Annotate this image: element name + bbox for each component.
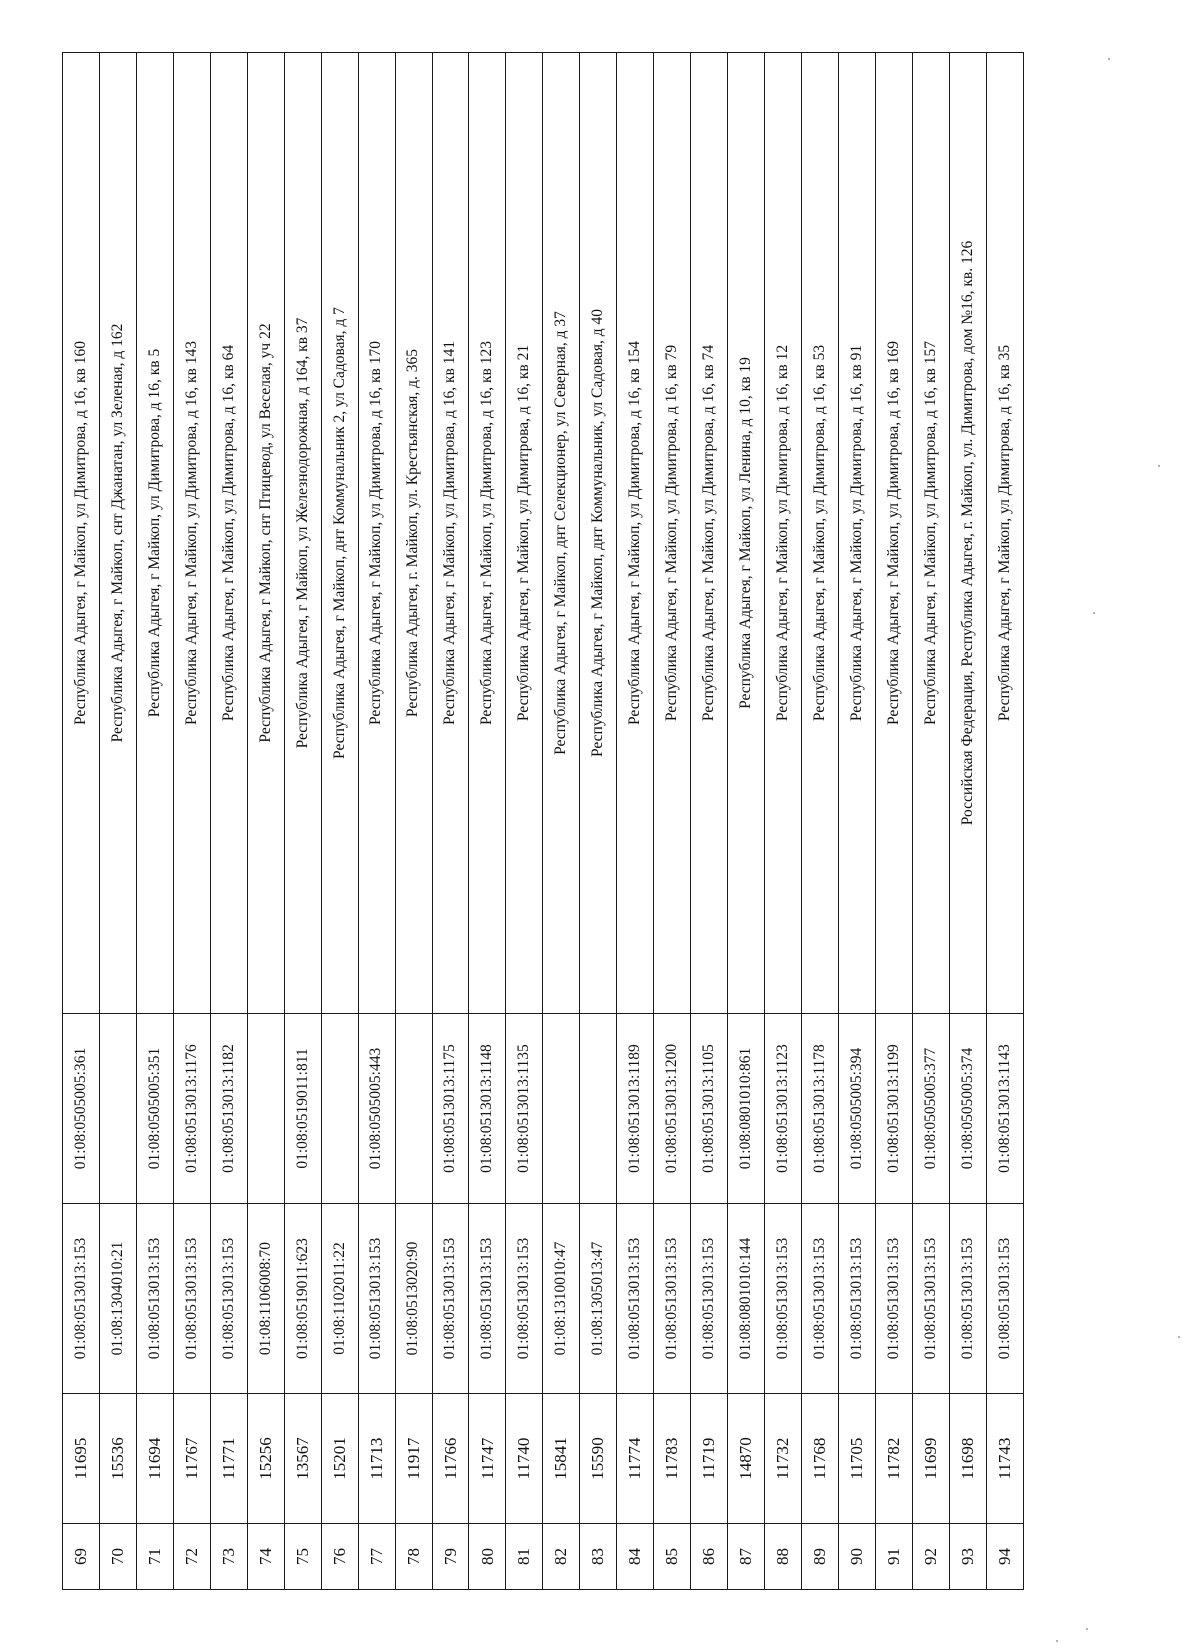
row-number-cell: 87	[728, 1524, 765, 1590]
address-cell: Республика Адыгея, г Майкоп, ул Димитрова, д 16, кв 12	[765, 53, 802, 1014]
row-number-cell: 79	[432, 1524, 469, 1590]
object-id-cell: 11743	[986, 1394, 1023, 1524]
address-cell: Республика Адыгея, г Майкоп, ул Димитрова, д 16, кв 91	[839, 53, 876, 1014]
table-row	[210, 53, 247, 1590]
cadastral-number-cell: 01:08:0505005:377	[912, 1014, 949, 1204]
cadastral-number-cell: 01:08:0505005:351	[136, 1014, 173, 1204]
cadastral-number-cell: 01:08:0513013:1123	[765, 1014, 802, 1204]
table-row	[986, 53, 1023, 1590]
scan-speck	[1056, 1640, 1058, 1642]
row-number-cell: 86	[691, 1524, 728, 1590]
cadastral-number-cell: 01:08:0513013:1200	[654, 1014, 691, 1204]
parent-cadastral-number-cell: 01:08:1305013:47	[580, 1204, 617, 1394]
cadastral-number-cell: 01:08:0513013:1143	[986, 1014, 1023, 1204]
parent-cadastral-number-cell: 01:08:0519011:623	[284, 1204, 321, 1394]
table-row	[543, 53, 580, 1590]
address-cell: Республика Адыгея, г Майкоп, ул Димитрова, д 16, кв 53	[802, 53, 839, 1014]
object-id-cell: 11747	[469, 1394, 506, 1524]
address-cell: Республика Адыгея, г Майкоп, днт Селекционер, ул Северная, д 37	[543, 53, 580, 1014]
row-number-cell: 88	[765, 1524, 802, 1590]
address-cell: Российская Федерация, Республика Адыгея, г. Майкоп, ул. Димитрова, дом №16, кв. 126	[949, 53, 986, 1014]
row-number-cell: 77	[358, 1524, 395, 1590]
cadastral-table	[62, 52, 1024, 1590]
address-cell: Республика Адыгея, г Майкоп, ул Димитрова, д 16, кв 21	[506, 53, 543, 1014]
cadastral-number-cell: 01:08:0513013:1176	[173, 1014, 210, 1204]
cadastral-number-cell: 01:08:0513013:1175	[432, 1014, 469, 1204]
address-cell: Республика Адыгея, г Майкоп, ул Ленина, д 10, кв 19	[728, 53, 765, 1014]
address-cell: Республика Адыгея, г Майкоп, ул Димитрова, д 16, кв 123	[469, 53, 506, 1014]
parent-cadastral-number-cell: 01:08:0513013:153	[912, 1204, 949, 1394]
address-cell: Республика Адыгея, г. Майкоп, ул. Крестьянская, д. 365	[395, 53, 432, 1014]
parent-cadastral-number-cell: 01:08:0513013:153	[210, 1204, 247, 1394]
object-id-cell: 11917	[395, 1394, 432, 1524]
cadastral-number-cell: 01:08:0513013:1199	[875, 1014, 912, 1204]
cadastral-number-cell	[321, 1014, 358, 1204]
scan-speck	[1108, 58, 1110, 60]
table-row	[949, 53, 986, 1590]
document-sheet	[62, 53, 1024, 1590]
table-row	[321, 53, 358, 1590]
cadastral-number-cell: 01:08:0505005:443	[358, 1014, 395, 1204]
object-id-cell: 11771	[210, 1394, 247, 1524]
parent-cadastral-number-cell: 01:08:0513013:153	[63, 1204, 100, 1394]
parent-cadastral-number-cell: 01:08:0513013:153	[506, 1204, 543, 1394]
cadastral-number-cell: 01:08:0513013:1189	[617, 1014, 654, 1204]
cadastral-number-cell	[395, 1014, 432, 1204]
address-cell: Республика Адыгея, г Майкоп, ул Железнодорожная, д 164, кв 37	[284, 53, 321, 1014]
object-id-cell: 11719	[691, 1394, 728, 1524]
cadastral-number-cell	[543, 1014, 580, 1204]
object-id-cell: 15256	[247, 1394, 284, 1524]
object-id-cell: 11766	[432, 1394, 469, 1524]
address-cell: Республика Адыгея, г Майкоп, ул Димитрова, д 16, кв 79	[654, 53, 691, 1014]
row-number-cell: 75	[284, 1524, 321, 1590]
row-number-cell: 69	[63, 1524, 100, 1590]
address-cell: Республика Адыгея, г Майкоп, снт Птицевод, ул Веселая, уч 22	[247, 53, 284, 1014]
row-number-cell: 70	[99, 1524, 136, 1590]
cadastral-number-cell	[580, 1014, 617, 1204]
object-id-cell: 14870	[728, 1394, 765, 1524]
row-number-cell: 78	[395, 1524, 432, 1590]
table-row	[358, 53, 395, 1590]
parent-cadastral-number-cell: 01:08:0513013:153	[358, 1204, 395, 1394]
table-row	[765, 53, 802, 1590]
parent-cadastral-number-cell: 01:08:0513013:153	[949, 1204, 986, 1394]
object-id-cell: 15536	[99, 1394, 136, 1524]
row-number-cell: 83	[580, 1524, 617, 1590]
address-cell: Республика Адыгея, г Майкоп, днт Коммунальник, ул Садовая, д 40	[580, 53, 617, 1014]
table-row	[284, 53, 321, 1590]
parent-cadastral-number-cell: 01:08:0801010:144	[728, 1204, 765, 1394]
cadastral-number-cell	[99, 1014, 136, 1204]
address-cell: Республика Адыгея, г Майкоп, ул Димитрова, д 16, кв 157	[912, 53, 949, 1014]
table-row	[506, 53, 543, 1590]
table-row	[395, 53, 432, 1590]
address-cell: Республика Адыгея, г Майкоп, ул Димитрова, д 16, кв 170	[358, 53, 395, 1014]
parent-cadastral-number-cell: 01:08:1102011:22	[321, 1204, 358, 1394]
table-row	[99, 53, 136, 1590]
address-cell: Республика Адыгея, г Майкоп, ул Димитрова, д 16, кв 35	[986, 53, 1023, 1014]
table-row	[802, 53, 839, 1590]
object-id-cell: 11768	[802, 1394, 839, 1524]
object-id-cell: 13567	[284, 1394, 321, 1524]
address-cell: Республика Адыгея, г Майкоп, днт Коммунальник 2, ул Садовая, д 7	[321, 53, 358, 1014]
scan-speck	[1086, 1628, 1088, 1630]
parent-cadastral-number-cell: 01:08:1106008:70	[247, 1204, 284, 1394]
row-number-cell: 74	[247, 1524, 284, 1590]
scan-speck	[1178, 1336, 1180, 1338]
cadastral-number-cell: 01:08:0513013:1148	[469, 1014, 506, 1204]
parent-cadastral-number-cell: 01:08:0513013:153	[617, 1204, 654, 1394]
row-number-cell: 93	[949, 1524, 986, 1590]
parent-cadastral-number-cell: 01:08:0513013:153	[839, 1204, 876, 1394]
row-number-cell: 71	[136, 1524, 173, 1590]
object-id-cell: 11767	[173, 1394, 210, 1524]
row-number-cell: 80	[469, 1524, 506, 1590]
row-number-cell: 85	[654, 1524, 691, 1590]
cadastral-number-cell: 01:08:0513013:1178	[802, 1014, 839, 1204]
object-id-cell: 11774	[617, 1394, 654, 1524]
address-cell: Республика Адыгея, г Майкоп, ул Димитрова, д 16, кв 64	[210, 53, 247, 1014]
parent-cadastral-number-cell: 01:08:0513013:153	[469, 1204, 506, 1394]
table-row	[617, 53, 654, 1590]
address-cell: Республика Адыгея, г Майкоп, ул Димитрова, д 16, кв 169	[875, 53, 912, 1014]
cadastral-number-cell: 01:08:0801010:861	[728, 1014, 765, 1204]
row-number-cell: 94	[986, 1524, 1023, 1590]
object-id-cell: 11698	[949, 1394, 986, 1524]
row-number-cell: 76	[321, 1524, 358, 1590]
table-row	[432, 53, 469, 1590]
address-cell: Республика Адыгея, г Майкоп, ул Димитрова, д 16, кв 143	[173, 53, 210, 1014]
row-number-cell: 84	[617, 1524, 654, 1590]
object-id-cell: 11783	[654, 1394, 691, 1524]
table-row	[654, 53, 691, 1590]
table-row	[247, 53, 284, 1590]
row-number-cell: 90	[839, 1524, 876, 1590]
row-number-cell: 89	[802, 1524, 839, 1590]
cadastral-number-cell: 01:08:0519011:811	[284, 1014, 321, 1204]
object-id-cell: 11699	[912, 1394, 949, 1524]
address-cell: Республика Адыгея, г Майкоп, ул Димитрова, д 16, кв 154	[617, 53, 654, 1014]
cadastral-number-cell: 01:08:0513013:1135	[506, 1014, 543, 1204]
row-number-cell: 73	[210, 1524, 247, 1590]
object-id-cell: 11695	[63, 1394, 100, 1524]
cadastral-number-cell: 01:08:0513013:1182	[210, 1014, 247, 1204]
cadastral-number-cell: 01:08:0505005:361	[63, 1014, 100, 1204]
row-number-cell: 92	[912, 1524, 949, 1590]
object-id-cell: 11713	[358, 1394, 395, 1524]
parent-cadastral-number-cell: 01:08:0513013:153	[986, 1204, 1023, 1394]
cadastral-number-cell: 01:08:0505005:394	[839, 1014, 876, 1204]
parent-cadastral-number-cell: 01:08:0513020:90	[395, 1204, 432, 1394]
parent-cadastral-number-cell: 01:08:0513013:153	[875, 1204, 912, 1394]
table-row	[173, 53, 210, 1590]
row-number-cell: 72	[173, 1524, 210, 1590]
object-id-cell: 15590	[580, 1394, 617, 1524]
object-id-cell: 11732	[765, 1394, 802, 1524]
cadastral-number-cell: 01:08:0505005:374	[949, 1014, 986, 1204]
address-cell: Республика Адыгея, г Майкоп, ул Димитрова, д 16, кв 5	[136, 53, 173, 1014]
parent-cadastral-number-cell: 01:08:0513013:153	[691, 1204, 728, 1394]
cadastral-table-body	[63, 53, 1024, 1590]
parent-cadastral-number-cell: 01:08:0513013:153	[765, 1204, 802, 1394]
object-id-cell: 11740	[506, 1394, 543, 1524]
table-row	[136, 53, 173, 1590]
parent-cadastral-number-cell: 01:08:1304010:21	[99, 1204, 136, 1394]
object-id-cell: 11705	[839, 1394, 876, 1524]
cadastral-number-cell	[247, 1014, 284, 1204]
table-row	[580, 53, 617, 1590]
address-cell: Республика Адыгея, г Майкоп, ул Димитрова, д 16, кв 160	[63, 53, 100, 1014]
object-id-cell: 15201	[321, 1394, 358, 1524]
cadastral-number-cell: 01:08:0513013:1105	[691, 1014, 728, 1204]
parent-cadastral-number-cell: 01:08:0513013:153	[173, 1204, 210, 1394]
table-row	[839, 53, 876, 1590]
object-id-cell: 11782	[875, 1394, 912, 1524]
address-cell: Республика Адыгея, г Майкоп, ул Димитрова, д 16, кв 141	[432, 53, 469, 1014]
row-number-cell: 82	[543, 1524, 580, 1590]
parent-cadastral-number-cell: 01:08:0513013:153	[654, 1204, 691, 1394]
address-cell: Республика Адыгея, г Майкоп, ул Димитрова, д 16, кв 74	[691, 53, 728, 1014]
address-cell: Республика Адыгея, г Майкоп, снт Джанатан, ул Зеленая, д 162	[99, 53, 136, 1014]
parent-cadastral-number-cell: 01:08:1310010:47	[543, 1204, 580, 1394]
scan-speck	[1093, 612, 1095, 614]
row-number-cell: 81	[506, 1524, 543, 1590]
scan-speck	[1158, 465, 1160, 467]
row-number-cell: 91	[875, 1524, 912, 1590]
object-id-cell: 11694	[136, 1394, 173, 1524]
table-row	[63, 53, 100, 1590]
table-row	[728, 53, 765, 1590]
parent-cadastral-number-cell: 01:08:0513013:153	[136, 1204, 173, 1394]
table-row	[875, 53, 912, 1590]
table-row	[912, 53, 949, 1590]
table-row	[469, 53, 506, 1590]
parent-cadastral-number-cell: 01:08:0513013:153	[802, 1204, 839, 1394]
table-row	[691, 53, 728, 1590]
object-id-cell: 15841	[543, 1394, 580, 1524]
parent-cadastral-number-cell: 01:08:0513013:153	[432, 1204, 469, 1394]
